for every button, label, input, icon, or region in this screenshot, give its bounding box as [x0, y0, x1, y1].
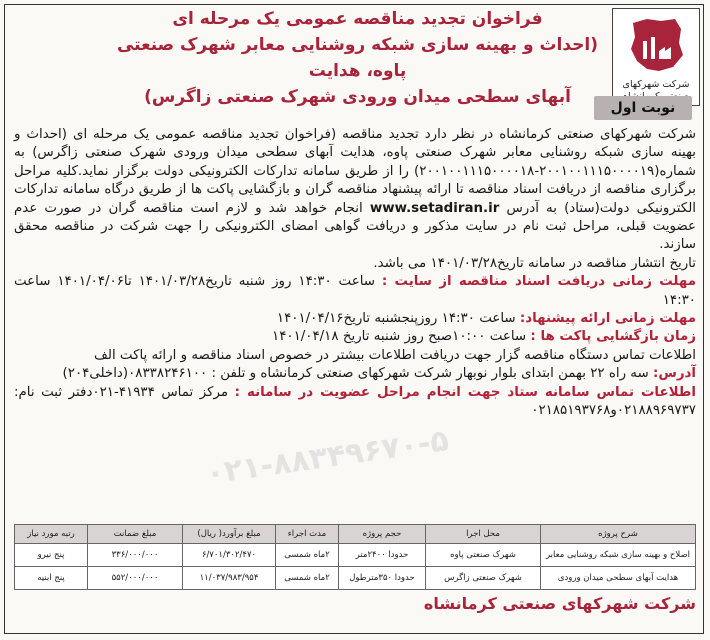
table-row: [15, 544, 696, 567]
footer-company-name: شرکت شهرکهای صنعتی کرمانشاه: [423, 594, 696, 613]
col-header: محل اجرا: [426, 525, 541, 544]
company-logo: [612, 8, 700, 106]
table-cell: اصلاح و بهینه سازی شبکه روشنایی معابر: [541, 544, 696, 567]
col-header: مبلغ برآورد( ریال): [183, 525, 276, 544]
notice-body: [14, 126, 696, 421]
col-header: شرح پروژه: [541, 525, 696, 544]
setad-contact: اطلاعات تماس سامانه ستاد جهت انجام مراحل عضویت در سامانه : مرکز تماس ۴۱۹۳۴-۰۲۱دفتر ثبت نام: ۰۲۱۸۸۹۶۹۷۳۷و۰۲۱۸۵۱۹۳۷۶۸: [14, 384, 696, 419]
phone-watermark: ۰۲۱-۸۸۳۴۹۶۷۰-۵: [203, 423, 451, 492]
table-cell: پنج نیرو: [15, 544, 88, 567]
table-row: [15, 567, 696, 590]
publish-date: تاریخ انتشار مناقصه در سامانه تاریخ۱۴۰۱/۰۳/۲۸ می باشد.: [373, 255, 696, 271]
round-badge: نوبت اول: [594, 96, 692, 120]
col-header: مبلغ ضمانت: [88, 525, 183, 544]
table-cell: ۲ماه شمسی: [276, 544, 339, 567]
contact-line: اطلاعات تماس دستگاه مناقصه گزار جهت دریافت اطلاعات بیشتر در خصوص اسناد مناقصه و ارائه پاکت الف: [94, 347, 696, 363]
table-cell: هدایت آبهای سطحی میدان ورودی: [541, 567, 696, 590]
table-cell: ۱۱/۰۳۷/۹۸۳/۹۵۴: [183, 567, 276, 590]
logo-caption: شرکت شهرکهای: [622, 79, 690, 90]
table-cell: ۲ماه شمسی: [276, 567, 339, 590]
table-cell: ۳۳۶/۰۰۰/۰۰۰: [88, 544, 183, 567]
table-cell: پنج ابنیه: [15, 567, 88, 590]
intro-paragraph: شرکت شهرکهای صنعتی کرمانشاه در نظر دارد تجدید مناقصه (فراخوان تجدید مناقصه عمومی یک مرحله ای (احداث و بهینه سازی شبکه روشنایی معابر شهرک صنعتی پاوه، هدایت آبهای سطحی میدان ورودی شهرک صنعتی زاگرس) به شماره(۲۰۰۱۰۰۱۱۱۵۰۰۰۰۱۹-۲۰۰۱۰۰۱۱۱۵۰۰۰۰۱۸) را از طریق سامانه تدارکات الکترونیکی دولت برگزار نماید.کلیه مراحل برگزاری مناقصه از دریافت اسناد مناقصه تا ارائه پیشنهاد مناقصه گران و بازگشایی پاکت ها از طریق درگاه سامانه تدارکات الکترونیکی دولت(ستاد) به آدرس www.setadiran.ir انجام خواهد شد و لازم است مناقصه گران در صورت عدم عضویت قبلی، مراحل ثبت نام در سایت مذکور و دریافت گواهی امضای الکترونیکی را جهت شرکت در مناقصه محقق سازند.: [14, 127, 697, 253]
col-header: رتبه مورد نیاز: [15, 525, 88, 544]
table-cell: ۶/۷۰۱/۳۰۲/۴۷۰: [183, 544, 276, 567]
opening-time: زمان بازگشایی پاکت ها : ساعت ۱۰:۰۰صبح روز شنبه تاریخ ۱۴۰۱/۰۴/۱۸: [272, 329, 696, 345]
address: آدرس: سه راه ۲۲ بهمن ابتدای بلوار نوبهار شرکت شهرکهای صنعتی کرمانشاه و تلفن : ۰۸۳۳۸۲۴۶۱۰۰(داخلی۲۰۴): [62, 366, 696, 382]
table-cell: ۵۵۲/۰۰۰/۰۰۰: [88, 567, 183, 590]
table-cell: حدودا ۲۴۰۰متر: [339, 544, 426, 567]
doc-deadline: مهلت زمانی دریافت اسناد مناقصه از سایت : ساعت ۱۴:۳۰ روز شنبه تاریخ۱۴۰۱/۰۳/۲۸ تا۱۴۰۱/۰۴/۰۶ ساعت ۱۴:۳۰: [14, 274, 696, 308]
table-cell: شهرک صنعتی زاگرس: [426, 567, 541, 590]
col-header: مدت اجراء: [276, 525, 339, 544]
col-header: حجم پروژه: [339, 525, 426, 544]
website-link[interactable]: www.setadiran.ir: [369, 200, 500, 216]
notice-title: فراخوان تجدید مناقصه عمومی یک مرحله ای (احداث و بهینه سازی شبکه روشنایی معابر شهرک صنعتی پاوه، هدایت آبهای سطحی میدان ورودی شهرک صنعتی زاگرس): [116, 9, 599, 107]
table-cell: حدودا ۳۵۰مترطول: [339, 567, 426, 590]
table-header-row: [15, 525, 696, 544]
projects-table: [14, 524, 696, 590]
table-cell: شهرک صنعتی پاوه: [426, 544, 541, 567]
iran-map-factory-icon: [627, 15, 685, 75]
offer-deadline: مهلت زمانی ارائه پیشنهاد: ساعت ۱۴:۳۰ روزپنجشنبه تاریخ۱۴۰۱/۰۴/۱۶: [276, 311, 696, 327]
